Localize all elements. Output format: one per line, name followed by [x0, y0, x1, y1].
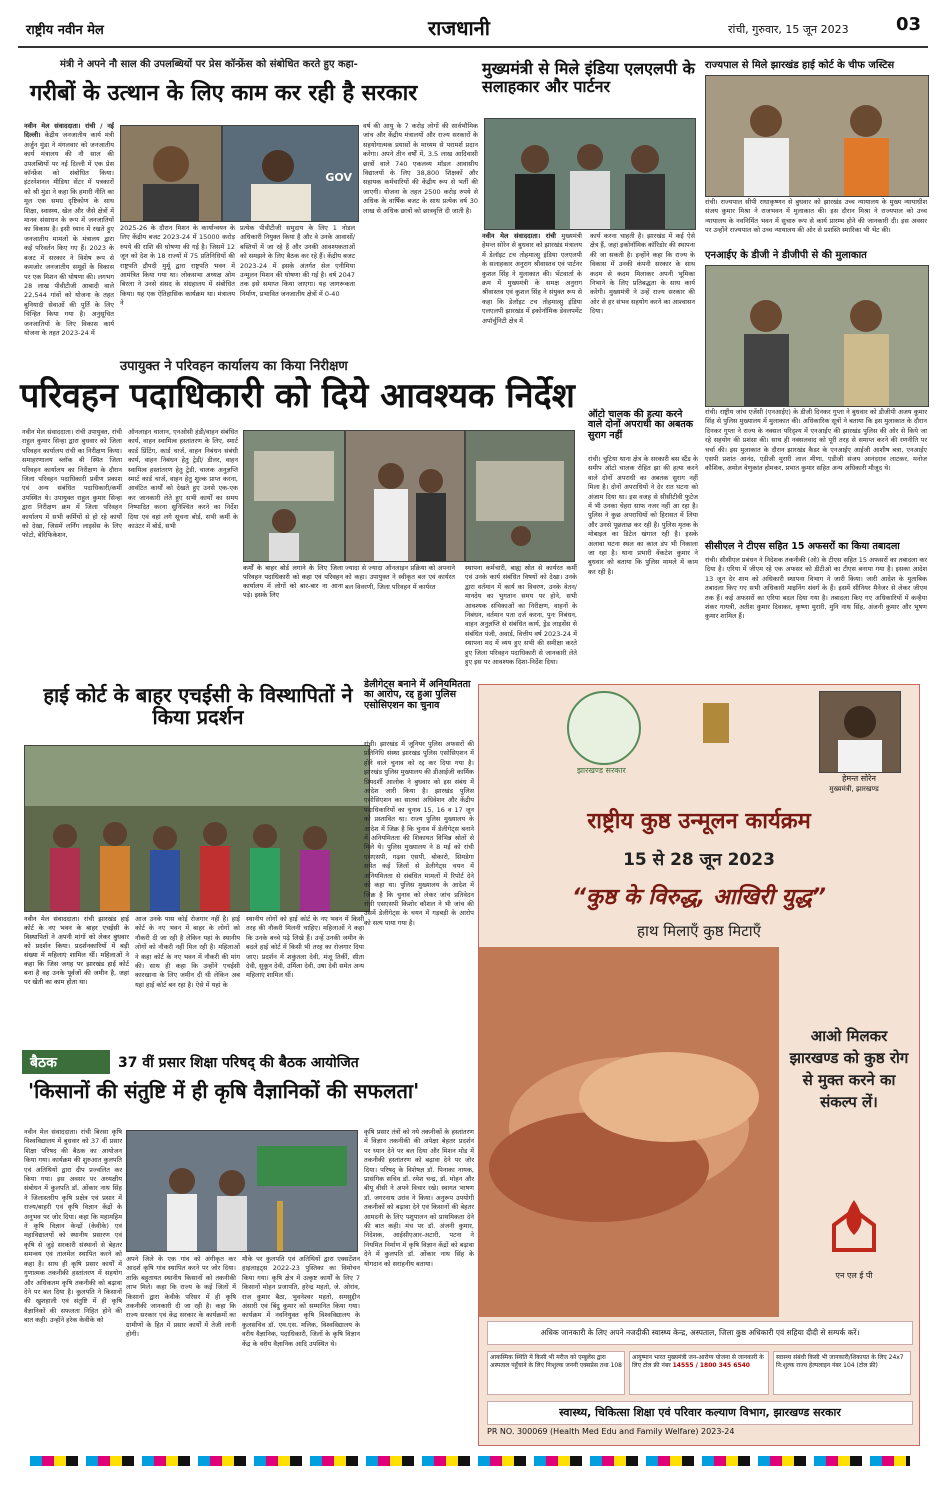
office-inspection-image-3 [466, 431, 574, 561]
story2-column-2: कार्य करना चाहती है। झारखंड में कई ऐसे क्षेत्र हैं, जहां इकोनॉमिक कॉरिडोर की स्थापना की जा सकती है। इन्होंने कहा कि राज्य के विकास में उनकी कंपनी सरकार के साथ कदम से कदम मिलाकर अपनी भूमिका निभाने के लिए प्रतिबद्धता के साथ कार्य करेगी। मुख्यमंत्री ने उन्हें राज्य सरकार की ओर से हर संभव सहयोग करने का आश्वासन दिया। [590, 232, 695, 316]
governor-meeting-image [706, 76, 928, 196]
ad-slogan: “कुष्ठ के विरुद्ध, आखिरी युद्ध” [572, 885, 826, 910]
national-emblem-icon [703, 703, 729, 743]
story6-photo-2 [345, 430, 465, 562]
story6-column-1: नवीन मेल संवाददाता। रांची उपायुक्त, रांची राहुल कुमार सिन्हा द्वारा बुधवार को जिला परिवहन कार्यालय रांची का निरीक्षण किया। समाहरणालय ब्लॉक बी स्थित जिला परिवहन कार्यालय का निरीक्षण के दौरान जिला परिवहन पदाधिकारी प्रवीण प्रकाश एवं अन्य संबंधित पदाधिकारी/कर्मी उपस्थित थे। उपायुक्त राहुल कुमार सिन्हा द्वारा निरीक्षण क्रम में जिला परिवहन कार्यालय में सभी कर्मियों से हो रहे कार्यों को देखा, जिसमें लर्निंग लाइसेंस के लिए फोटो, बेरिफिकेशन, [22, 428, 122, 540]
story2-photo [484, 118, 696, 230]
story4-body: रांची। राष्ट्रीय जांच एजेंसी (एनआईए) के डीजी दिनकर गुप्ता ने बुधवार को डीजीपी अजय कुमार सिंह से पुलिस मुख्यालय में मुलाकात की। अधिकारिक सूत्रों ने बताया कि इस मुलाकात के दौरान दिनकर गुप्ता ने राज्य के नक्सल परिदृश्य में एनआईए की झारखंड पुलिस की ओर से किये जा रहे सहयोग की प्रशंसा की। साथ ही नक्सलवाद को पूरी तरह से समाप्त करने की रणनीति पर चर्चा की। इस मुलाकात के दौरान झारखंड कैडर के एनआईए आईजी आशीष बत्रा, एनआईए एसपी प्रशांत आनंद, एडीजी मुरारी लाल मीणा, एडीजी संजय आनंदराव लाटकर, मनोज कौशिक, अमोल वेणुकांत होमकर, प्रभात कुमार सहित अन्य अधिकारी मौजूद थे। [705, 408, 927, 473]
helpline-104-box [773, 1351, 911, 1395]
story8-column-3: स्थानीय लोगों को हाई कोर्ट के नए भवन में किसी तरह की नौकरी मिलनी चाहिए। महिलाओं ने कहा कि उनके बच्चे पढ़े लिखे हैं। उन्हें उनकी जमीन के बदले हाई कोर्ट में किसी भी तरह का रोजगार दिया जाए। प्रदर्शन में शकुंतला देवी, मंजू तिर्की, सीता देवी, सुकून देवी, उर्मिला देवी, उषा देवी समेत अन्य महिलाएं शामिल थीं। [246, 915, 364, 980]
story9-headline: डेलीगेट्स बनाने में अनियमितता का आरोप, रद्द हुआ पुलिस एसोसिएशन का चुनाव [364, 679, 471, 711]
ad-dates: 15 से 28 जून 2023 [623, 850, 775, 870]
story9-body: रांची। झारखंड में जूनियर पुलिस अफसरों की प्रतिनिधि संस्था झारखंड पुलिस एसोसिएशन में होने वाले चुनाव को रद्द कर दिया गया है। झारखंड पुलिस मुख्यालय की डीआईजी कार्मिक प्रियदर्शी आलोक ने बुधवार को इस संबंध में आदेश जारी किया है। झारखंड पुलिस एसोसिएशन का सातवां अधिवेशन और केंद्रीय पदाधिकारियों का चुनाव 15, 16 व 17 जून को प्रस्तावित था। राज्य पुलिस मुख्यालय के आदेश में जिक्र है कि चुनाव में डेलीगेट्स बनाने में अनियमितता की शिकायत विभिन्न स्रोतों से मिले थे। पुलिस मुख्यालय ने 8 मई को रांची एसएसपी, गढ़वा एसपी, बोकारो, सिमडेगा समेत कई जिलों से डेलीगेट्स चयन में अनियमितता से संबंधित मामलों में रिपोर्ट देने को कहा था। पुलिस मुख्यालय के आदेश में जिक्र है कि चुनाव को लेकर जांच प्रतिवेदन रांची एसएसपी किशोर कौशल ने भी जांच की उसमें डेलीगेट्स के चयन में गड़बड़ी के आरोप को सत्य पाया गया है। [364, 740, 474, 927]
helpline-108-box [487, 1351, 625, 1395]
cm-portrait [819, 691, 901, 773]
nia-meeting-image [706, 266, 928, 406]
portrait-image [121, 126, 221, 221]
story10-tag: बैठक [30, 1055, 57, 1071]
paper-name: राष्ट्रीय नवीन मेल [26, 23, 104, 38]
story10-kicker-bar [22, 1050, 467, 1074]
story1-col1-text: केंद्रीय जनजातीय कार्य मंत्री अर्जुन मुंडा ने मंगलवार को जनजातीय कार्य मंत्रालय की नौ साल की उपलब्धियों पर नई दिल्ली में एक प्रेस कॉन्फ्रेंस को संबोधित किया। इंटरनेशनल मीडिया सेंटर में पत्रकारों को श्री मुंडा ने कहा कि हमारी नीति का मूल एक समग्र दृष्टिकोण के साथ शिक्षा, स्वास्थ्य, खेल और जैसे क्षेत्रों में मानव संसाधन के रूप में जनजातियों का विकास है। इसी ध्यान में रखते हुए जनजातीय मामलों के मंत्रालय द्वारा कई परिवर्तन किए गए हैं। 2023 के बजट में सरकार ने विशेष रूप से कमजोर जनजातीय समूहों के विकास पर एक मिशन की घोषणा की। लगभग 28 लाख पीवीटीजी आबादी वाले 22,544 गांवों को योजना के तहत बुनियादी सेवाओं की पूर्ति के लिए चिन्हित किया गया है। अनुसूचित जनजातियों के लिए विकास कार्य योजना के तहत 2023-24 में [24, 131, 114, 337]
cm-title: मुख्यमंत्री, झारखण्ड [829, 785, 879, 793]
ad-govt-name: झारखण्ड सरकार [577, 766, 626, 775]
story10-kicker: 37 वीं प्रसार शिक्षा परिषद् की बैठक आयोजित [118, 1055, 359, 1071]
story10-column-2: अपने जिले के एक गांव को अंगीकृत कर आदर्श कृषि गांव स्थापित करने पर जोर दिया। ताकि बहुतायत स्थानीय किसानों को तकनीकी लाभ मिले। कहा कि राज्य के कई जिलों में किसानों द्वारा केवीके परिसर में ही कृषि तकनीकी जानकारी दी जा रही है। कहा कि राज्य सरकार एवं केंद्र सरकार के कार्यक्रमों का ग्रामीणों के हित में प्रसार कार्यों में तेजी लानी होगी। [126, 1255, 236, 1339]
helpline-ayushman-number: 14555 / 1800 345 6540 [672, 1362, 750, 1369]
story1-photo-minister [120, 125, 222, 222]
helpline-104-text: स्वास्थ्य संबंधी किसी भी जानकारी/शिकायत के लिए 24x7 नि:शुल्क राज्य हेल्पलाइन नंबर 104 (टोल फ्री) [776, 1354, 904, 1369]
story10-column-3: मौके पर कुलपति एवं अतिथियों द्वारा एक्सटेंशन हाइलाइट्स 2022-23 पुस्तिका का विमोचन किया गया। कृषि क्षेत्र में उत्कृष्ट कार्यों के लिए 7 किसानों मोहन प्रजापति, हरेन्द्र महतो, जे. ओरांव, राज कुमार बैठा, भुवनेश्वर महतो, समसुद्दीन अंसारी एवं बिंदु कुमार को सम्मानित किया गया। कार्यक्रम में नवनियुक्त कृषि विश्वविद्यालय के कुलसचिव डॉ. एम.एस. मलिक, विश्वविद्यालय के वरीय वैज्ञानिक, पदाधिकारी, जिलों के कृषि विज्ञान केंद्र के वरीय वैज्ञानिक आदि उपस्थित थे। [242, 1255, 360, 1348]
meeting-image [485, 119, 695, 229]
joined-hands-image [479, 947, 779, 1317]
story8-photo [24, 745, 370, 912]
story1-dateline: नवीन मेल संवाददाता। रांची / नई दिल्ली। [24, 122, 114, 140]
story6-headline: परिवहन पदाधिकारी को दिये आवश्यक निर्देश [20, 376, 575, 416]
story7-body: रांची। चुटिया थाना क्षेत्र के सरकारी बस स्टैंड के समीप ऑटो चालक रोहित झा की हत्या करने वाले दोनों अपराधी का अबतक सुराग नहीं मिला है। दोनों अपराधियों ने देर रात घटना को अंजाम दिया था। इस वजह से सीसीटीवी फुटेज में भी उनका चेहरा साफ नजर नहीं आ रहा है। पुलिस ने कुछ अपराधियों को हिरासत में लिया और उनसे पूछताछ कर रही है। पुलिस मृतक के मोबाइल का डिटेल खंगाल रही है। इसके अलावा घटना स्थल का काल डंप भी निकाला जा रहा है। थाना प्रभारी वेंकटेश कुमार ने बुधवार को बताया कि पुलिस मामले में काम कर रही है। [588, 455, 698, 576]
color-registration-bar [30, 1456, 910, 1466]
story6-column-4: स्थापना कर्मचारी, बाह्य स्रोत से कार्यरत कर्मी एवं उनके कार्य संबंधित विषयों को देखा। उनके द्वारा वर्तमान में कार्य का विवरण, उनके वेतन/मानदेय का भुगतान समय पर होने, सभी आवश्यक संचिकाओं का निरीक्षण, वाहनों के निबंधन, वर्तमान पता दर्ज करना, पुनः निबंधन, वाहन अनुज्ञप्ति से संबंधित कार्य, ड्रेड लाइसेंस से संबंधित पंजी, अवार्ड, वित्तीय वर्ष 2023-24 में स्थापना मद में व्यय हुए सभी की समीक्षा करते हुए जिला परिवहन पदाधिकारी से जानकारी लेते हुए इस पर आवश्यक दिशा-निर्देश दिया। [465, 564, 577, 667]
protest-image [25, 746, 369, 911]
ad-title: राष्ट्रीय कुष्ठ उन्मूलन कार्यक्रम [587, 809, 811, 834]
ad-logo-text: एन एल ई पी [835, 1271, 873, 1280]
ad-appeal: आओ मिलकर झारखण्ड को कुष्ठ रोग से मुक्त करने का संकल्प लें। [789, 1027, 909, 1111]
section-title: राजधानी [428, 16, 490, 40]
ad-pr-number: PR NO. 300069 (Health Med Edu and Family Welfare) 2023-24 [487, 1427, 735, 1436]
story3-body: रांची। राज्यपाल सीपी राधाकृष्णन से बुधवार को झारखंड उच्च न्यायालय के मुख्य न्यायाधीश संजय कुमार मिश्रा ने राजभवन में मुलाकात की। इस दौरान मिश्रा ने राज्यपाल को उच्च न्यायालय के नवनिर्मित भवन में सुचारु रूप से कार्य प्रारम्भ होने की जानकारी दी। इस अवसर पर उन्होंने राज्यपाल को उच्च न्यायालय की ओर से प्रशस्ति स्मारिका भी भेंट की। [705, 198, 927, 235]
story10-column-4: कृषि प्रसार तंत्रों को नये तकनीकों के हस्तांतरण में विज्ञान तकनीकी की अपेक्षा बेहतर प्रदर्शन पर ध्यान देने पर बल दिया और मिशन मोड में तकनीकी हस्तांतरण को बढ़ावा देने पर जोर दिया। परिषद् के विशेषज्ञ डॉ. पिनाका नायक, प्रासंगिक सचिव डॉ. रमेश चन्द्र, डॉ. मोहन और बीयू वीसी ने अपने विचार रखे। स्वागत भाषण डॉ. जगरनाथ उरांव ने किया। अनुरूप उपयोगी तकनीकों को बढ़ावा देने एवं किसानों की बेहतर आमदनी के लिए पशुपालन को प्राथमिकता देने की बात कही। मंच पर डॉ. अंजनी कुमार, निदेशक, आईसीएआर-अटारी, पटना ने नियमित निर्माण में कृषि विज्ञान केंद्रों को बढ़ावा देने में कुलपति डॉ. ओंकार नाथ सिंह के योगदान को सराहनीय बताया। [364, 1128, 474, 1268]
story4-headline: एनआईए के डीजी ने डीजीपी से की मुलाकात [705, 250, 867, 261]
story6-photo-3 [465, 430, 575, 562]
story5-headline: सीसीएल ने टीएस सहित 15 अफसरों का किया तबादला [705, 541, 900, 552]
helpline-ayushman-box [629, 1351, 769, 1395]
jharkhand-seal-icon [567, 691, 641, 765]
ad-department: स्वास्थ्य, चिकित्सा शिक्षा एवं परिवार कल्याण विभाग, झारखण्ड सरकार [487, 1401, 913, 1425]
lamp-lighting-image [127, 1131, 357, 1251]
office-inspection-image-1 [244, 431, 344, 561]
cm-name: हेमन्त सोरेन [842, 774, 876, 783]
story10-column-1: नवीन मेल संवाददाता। रांची बिरसा कृषि विश्वविद्यालय में बुधवार को 37 वीं प्रसार शिक्षा परिषद की बैठक का आयोजन किया गया। कार्यक्रम की शुरुआत कुलपति एवं अतिथियों द्वारा दीप प्रज्वलित कर किया गया। इस अवसर पर अध्यक्षीय संबोधन में कुलपति डॉ. ओंकार नाथ सिंह ने जिलास्तरीय कृषि प्रक्षेत्र एवं प्रसार में राज्य/बाहरी एवं कृषि विज्ञान केंद्रों के अनुभव पर जोर दिया। कहा कि महामहिम ने कृषि विज्ञान केन्द्रों (केवीके) एवं महाविद्यालयों को स्थानीय प्रसारण एवं कृषि से जुड़े सरकारी संस्थानों से बेहतर समन्वय एवं तालमेल स्थापित करने को कहा है। साथ ही कृषि प्रसार कार्यों में गुणात्मक तकनीकी हस्तांतरण में सहयोग और अधिकतम कृषि तकनीकी को बढ़ावा देने पर बल दिया है। कुलपति ने किसानों की खुशहाली एवं संतुष्टि में ही कृषि वैज्ञानिकों की सफलता निहित होने की बात कही। उन्होंने हरेक केवीके को [24, 1128, 122, 1325]
office-inspection-image-2 [346, 431, 464, 561]
story6-column-3: ज्यादा से ज्यादा ऑनलाइन प्रक्रिया को अपनाने को कहा। उपायुक्त ने स्वीकृत बल एवं कार्यरत बल विवरणी, जिला परिवहन में कार्यरत [345, 564, 455, 591]
ad-contact: अधिक जानकारी के लिए अपने नजदीकी स्वास्थ्य केन्द्र, अस्पताल, जिला कुष्ठ अधिकारी एवं सहिया दीदी से सम्पर्क करें। [487, 1321, 913, 1345]
story8-caption: नवीन मेल संवाददाता। रांची झारखंड हाई कोर्ट के नए भवन के बाहर एचईसी के विस्थापितों ने अपनी मांगों को लेकर बुधवार को प्रदर्शन किया। प्रदर्शनकारियों में बड़ी संख्या में महिलाएं शामिल थीं। महिलाओं ने कहा कि जिस जगह पर झारखंड हाई कोर्ट बना है वह उनके पूर्वजों की जमीन है, जहां पर खेती का काम होता था। [24, 915, 129, 986]
helpline-108-text: आकस्मिक स्थिति में किसी भी मरीज को एम्बुलेंस द्वारा अस्पताल पहुँचाने के लिए निःशुल्क जननी एक्सप्रेस तथा 108 [490, 1354, 622, 1369]
story2-column-1 [482, 232, 582, 357]
story2-headline: मुख्यमंत्री से मिले इंडिया एलएलपी के सलाहकार और पार्टनर [482, 59, 695, 96]
story7-headline: ऑटो चालक की हत्या करने वाले दोनों अपराधी का अबतक सुराग नहीं [588, 409, 694, 441]
story1-column-2: 2025-26 के दौरान मिशन के कार्यान्वयन के लिए केंद्रीय बजट 2023-24 में 15000 करोड़ रुपये की राशि की घोषणा की गई है। जिसमें 12 जून को देश के 18 राज्यों में 75 प्रतिनिधियों की राष्ट्रपति द्रौपदी मुर्मू द्वारा राष्ट्रपति भवन में आमंत्रित किया गया था। लोकसभा अध्यक्ष ओम बिरला ने उनसे संसद के संग्रहालय में संबोधित किया। यह एक ऐतिहासिक कार्यक्रम था। मंत्रालय ने [120, 224, 235, 308]
story3-photo [705, 75, 929, 197]
story6-photo-1 [243, 430, 345, 562]
story3-headline: राज्यपाल से मिले झारखंड हाई कोर्ट के चीफ जस्टिस [705, 60, 895, 71]
lotus-logo-icon [824, 1195, 884, 1265]
masthead [18, 12, 928, 48]
hands-image [479, 947, 779, 1317]
story8-column-2: आज उनके पास कोई रोजगार नहीं है। हाई कोर्ट के नए भवन में बाहर के लोगों को नौकरी दी जा रही है लेकिन यहां के स्थानीय लोगों को नौकरी नहीं मिल रही है। महिलाओं ने कहा कोर्ट के नए भवन में नौकरी की मांग की। साथ ही कहा कि उन्होंने एचईसी कारखाना के लिए जमीन दी थी लेकिन अब यहां हाई कोर्ट बन रहा है। ऐसे में यहां के [135, 915, 240, 989]
story2-dateline: नवीन मेल संवाददाता। रांची [482, 232, 556, 240]
page-number: 03 [896, 14, 922, 35]
story2-col1-text: मुख्यमंत्री हेमन्त सोरेन से बुधवार को झारखंड मंत्रालय में डेलॉइट टच तोहमात्सु इंडिया एलएलपी के सलाहकार अनुराग श्रीवास्तव एवं पार्टनर कुशल सिंह ने मुलाकात की। भेंटवार्ता के क्रम में मुख्यमंत्री के समक्ष अनुराग श्रीवास्तव एवं कुशल सिंह ने संयुक्त रूप से कहा कि डेलॉइट टच तोहमात्सु इंडिया एलएलपी झारखंड में इकोनॉमिक डेवलपमेंट अपॉर्चुनिटी क्षेत्र में [482, 232, 582, 325]
backdrop-text: GOV [325, 171, 352, 184]
story5-body: रांची। सीसीएल प्रबंधन ने निदेशक तकनीकी (ओ) के टीएस सहित 15 अफसरों का तबादला कर दिया है। एरिया में जीएम रहे एक अफसर को डीटीओ का टीएस बनाया गया है। इसका आदेश 13 जून देर शाम को अधिकारी स्थापना विभाग ने जारी किया। जारी आदेश के मुताबिक तबादला किए गए सभी अधिकारी माइनिंग संवर्ग के हैं। इसमें सीनियर मैनेजर से लेकर जीएम तक हैं। कई अफसरों का एरिया बदल दिया गया है। तबादला किए गए अधिकारियों में कन्हैया शंकर गायत्री, अतीश कुमार दिवाकर, कृष्णा मुरारी, मुनि नाथ सिंह, अंजनी कुमार और भूषण कुमार शामिल हैं। [705, 556, 927, 621]
ad-subslogan: हाथ मिलाएँ कुष्ठ मिटाएँ [637, 922, 761, 940]
dateline: रांची, गुरुवार, 15 जून 2023 [728, 23, 849, 36]
story1-column-3: प्रत्येक पीवीटीजी समुदाय के लिए 1 नोडल अधिकारी नियुक्त किया है और वे उनके आवासों/बस्तियों में जा रहे हैं और उनकी आवश्यकताओं को समझने के लिए बैठक कर रहे हैं। केंद्रीय बजट 2023-24 में इसके अंतर्गत सेल एनीमिया उन्मूलन मिशन की घोषणा की गई है। वर्ष 2047 तक इसे समाप्त किया जाएगा। यह जागरूकता निर्माण, प्रभावित जनजातीय क्षेत्रों में 0-40 [240, 224, 355, 298]
story10-headline: 'किसानों की संतुष्टि में ही कृषि वैज्ञानिकों की सफलता' [28, 1079, 420, 1103]
story8-headline: हाई कोर्ट के बाहर एचईसी के विस्थापितों ने किया प्रदर्शन [43, 683, 353, 729]
story6-caption: कर्मों के बाहर बोर्ड लगाने के लिए जिला परिवहन पदाधिकारी को कहा एवं परिवहन कार्यालय में लोगों को बार-बार ना आना पड़े। इसके लिए [243, 564, 343, 599]
story4-photo [705, 265, 929, 407]
helpline-ayushman-text: आयुष्मान भारत मुख्यमंत्री जन-आरोग्य योजना से जानकारी के लिए टोल फ्री नंबर [632, 1354, 764, 1369]
nlep-logo-icon [824, 1195, 884, 1265]
story1-column-4: वर्ष की आयु के 7 करोड़ लोगों की सार्वभौमिक जांच और केंद्रीय मंत्रालयों और राज्य सरकारों के सहयोगात्मक प्रयासों के माध्यम से परामर्श प्रदान करेगा। अपने तीन वर्षों में, 3.5 लाख आदिवासी छात्रों वाले 740 एकलव्य मॉडल आवासीय विद्यालयों के लिए 38,800 शिक्षकों और सहायक कर्मचारियों की केंद्रीय रूप से भर्ती की जाएगी। योजना के तहत 2500 करोड़ रुपये से अधिक के वार्षिक बजट के साथ प्रत्येक वर्ष 30 लाख से अधिक छात्रों को छात्रवृत्ति दी जाती है। [363, 122, 478, 215]
story6-column-2: ऑनलाइन चालान, एनओसी हंडी/वाहन संबंधित कार्य, वाहन स्वामित्व हस्तांतरण के लिए, स्मार्ट कार्ड प्रिंटिंग, कार्ड चार्ज, वाहन निबंधन संबंधी कार्य, वाहन निबंधन हेतु ट्रेडी/ डीलर, वाहन स्वामित्व हस्तांतरण हेतु ट्रेडी, चालक अनुज्ञप्ति स्मार्ट कार्ड चार्ज, वाहन हेतु शुल्क प्राप्त करना, आवंटित कार्यों को देखते हुए उनसे एक-एक कर जानकारी लेते हुए सभी कार्यों का समय निष्पादित करना सुनिश्चित करने का निर्देश दिया एवं वहां लगे सूचना बोर्ड, सभी कर्मी के काउंटर में बोर्ड, सभी [128, 428, 238, 531]
story1-kicker: मंत्री ने अपने नौ साल की उपलब्धियों पर प्रेस कॉन्फ्रेंस को संबोधित करते हुए कहा- [60, 59, 358, 70]
story1-photo-press [222, 125, 359, 222]
story10-photo [126, 1130, 358, 1252]
story1-headline: गरीबों के उत्थान के लिए काम कर रही है सरकार [30, 81, 418, 106]
leprosy-ad [478, 684, 920, 1446]
cm-portrait-image [820, 692, 900, 772]
story6-kicker: उपायुक्त ने परिवहन कार्यालय का किया निरीक्षण [120, 359, 348, 374]
